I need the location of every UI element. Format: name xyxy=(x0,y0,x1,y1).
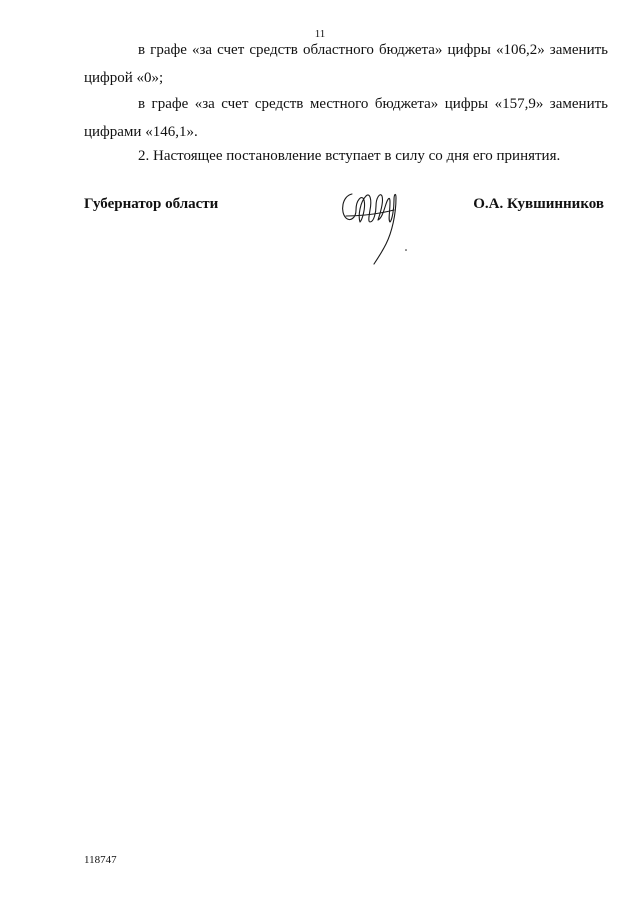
handwritten-signature xyxy=(336,186,416,268)
paragraph-line: цифрой «0»; xyxy=(84,70,164,86)
paragraph-line: в графе «за счет средств областного бюджета» цифры «106,2» заменить xyxy=(138,42,608,58)
amendment-paragraph-local-budget xyxy=(84,90,608,146)
paragraph-line: в графе «за счет средств местного бюджета» цифры «157,9» заменить xyxy=(138,96,608,112)
amendment-paragraph-regional-budget xyxy=(84,36,608,92)
document-code: 118747 xyxy=(84,854,117,866)
paragraph-line: 2. Настоящее постановление вступает в силу со дня его принятия. xyxy=(138,148,561,164)
paragraph-line: цифрами «146,1». xyxy=(84,124,198,140)
effective-date-paragraph xyxy=(84,142,608,170)
signatory-name: О.А. Кувшинников xyxy=(473,196,604,212)
signatory-position: Губернатор области xyxy=(84,196,219,212)
page-number: 11 xyxy=(314,28,326,40)
